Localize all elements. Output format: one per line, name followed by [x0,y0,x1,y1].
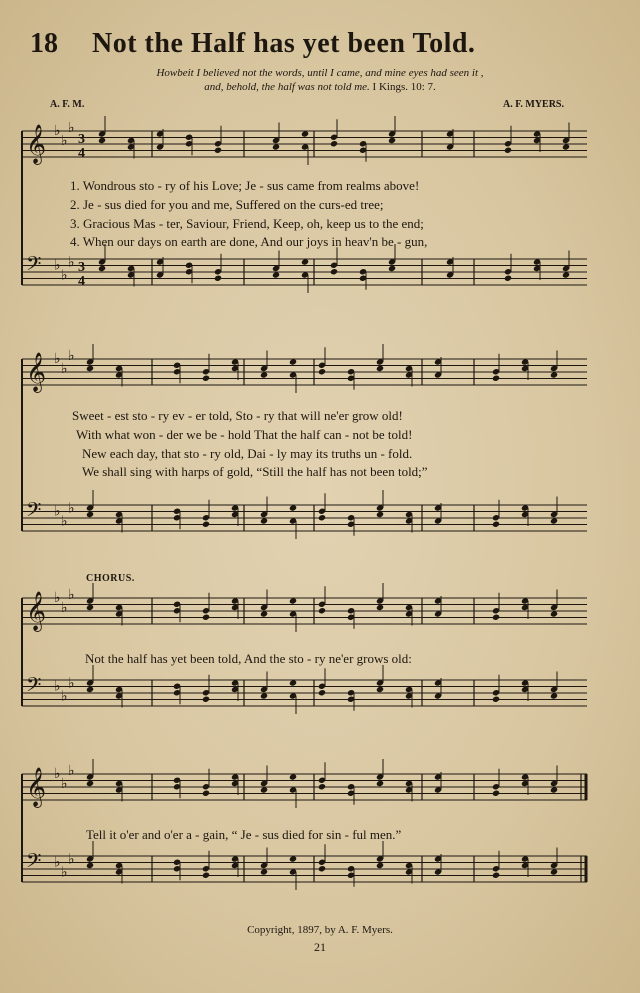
bass-clef-icon: 𝄢 [26,498,42,526]
lyric-line: With what won - der we be - hold That the half can - not be told! [76,427,413,442]
flat-icon: ♭ [68,119,75,136]
flat-icon: ♭ [61,599,68,616]
notehead [318,368,326,375]
lyric-line: Not the half has yet been told, And the sto - ry ne'er grows old: [85,651,412,666]
notehead [492,872,500,879]
hymn-number: 18 [30,28,58,59]
time-signature-top: 3 [78,260,85,275]
flat-icon: ♭ [61,864,68,881]
notehead [492,375,500,382]
lyric-line: Tell it o'er and o'er a - gain, “ Je - sus died for sin - ful men.” [86,827,402,842]
bass-staff [22,490,587,539]
flat-icon: ♭ [61,360,68,377]
notehead [318,865,326,872]
flat-icon: ♭ [61,688,68,705]
bass-clef-icon: 𝄢 [26,252,42,280]
lyric-line: Sweet - est sto - ry ev - er told, Sto - ry that will ne'er grow old! [72,408,403,423]
notehead [318,514,326,521]
flat-icon: ♭ [68,347,75,364]
flat-icon: ♭ [68,762,75,779]
notehead [492,696,500,703]
flat-icon: ♭ [68,586,75,603]
epigraph-line-1: Howbeit I believed not the words, until I came, and mine eyes had seen it , [156,67,484,79]
notehead [202,375,210,382]
lyric-line: 1. Wondrous sto - ry of his Love; Je - sus came from realms above! [70,178,420,193]
chorus-label: CHORUS. [86,573,135,584]
hymn-title: Not the Half has yet been Told. [92,28,476,59]
bass-staff [22,841,587,890]
lyric-line: New each day, that sto - ry old, Dai - ly may its truths un - fold. [82,446,413,461]
notehead [202,696,210,703]
composer-credit: A. F. MYERS. [502,99,564,110]
bass-staff [22,665,587,714]
time-signature-bottom: 4 [78,146,85,161]
lyric-line: 2. Je - sus died for you and me, Suffered on the curs-ed tree; [70,197,384,212]
notehead [330,140,338,147]
notehead [202,614,210,621]
treble-clef-icon: 𝄞 [26,767,47,807]
flat-icon: ♭ [61,775,68,792]
flat-icon: ♭ [54,123,61,139]
notehead [492,790,500,797]
flat-icon: ♭ [68,254,75,271]
epigraph-text: and, behold, the half was not told me. [204,81,370,93]
flat-icon: ♭ [61,267,68,284]
flat-icon: ♭ [61,132,68,149]
notehead [202,521,210,528]
notehead [504,147,512,154]
music-system-2 [22,345,590,545]
notehead [504,275,512,282]
flat-icon: ♭ [54,766,61,782]
lyric-line: 4. When our days on earth are done, And our joys in heav'n be - gun, [70,234,428,249]
notehead [318,783,326,790]
treble-staff [22,583,587,632]
epigraph-line-2 [0,81,640,93]
scripture-reference: I Kings. 10: 7. [372,81,436,93]
flat-icon: ♭ [61,513,68,530]
treble-clef-icon: 𝄞 [26,124,47,164]
time-signature-bottom: 4 [78,274,85,289]
hymn-heading [0,28,640,60]
flat-icon: ♭ [54,854,61,871]
copyright-notice: Copyright, 1897, by A. F. Myers. [247,924,393,936]
lyric-line: We shall sing with harps of gold, “Still the half has not been told;” [82,464,428,479]
treble-staff [22,116,587,165]
notehead [318,607,326,614]
treble-clef-icon: 𝄞 [26,591,47,631]
flat-icon: ♭ [68,675,75,692]
lyricist-credit: A. F. M. [50,99,85,110]
notehead [330,268,338,275]
flat-icon: ♭ [54,678,61,695]
time-signature-top: 3 [78,132,85,147]
notehead [202,790,210,797]
notehead [214,275,222,282]
flat-icon: ♭ [54,590,61,606]
notehead [202,872,210,879]
notehead [214,147,222,154]
treble-clef-icon: 𝄞 [26,352,47,392]
notehead [492,521,500,528]
flat-icon: ♭ [54,503,61,520]
flat-icon: ♭ [68,500,75,517]
flat-icon: ♭ [54,257,61,274]
treble-staff [22,759,587,808]
treble-staff [22,344,587,393]
notehead [492,614,500,621]
bass-clef-icon: 𝄢 [26,673,42,701]
bass-clef-icon: 𝄢 [26,849,42,877]
page-number: 21 [314,940,326,954]
flat-icon: ♭ [54,351,61,367]
notehead [318,689,326,696]
flat-icon: ♭ [68,851,75,868]
bass-staff [22,244,587,293]
lyric-line: 3. Gracious Mas - ter, Saviour, Friend, Keep, oh, keep us to the end; [70,216,424,231]
